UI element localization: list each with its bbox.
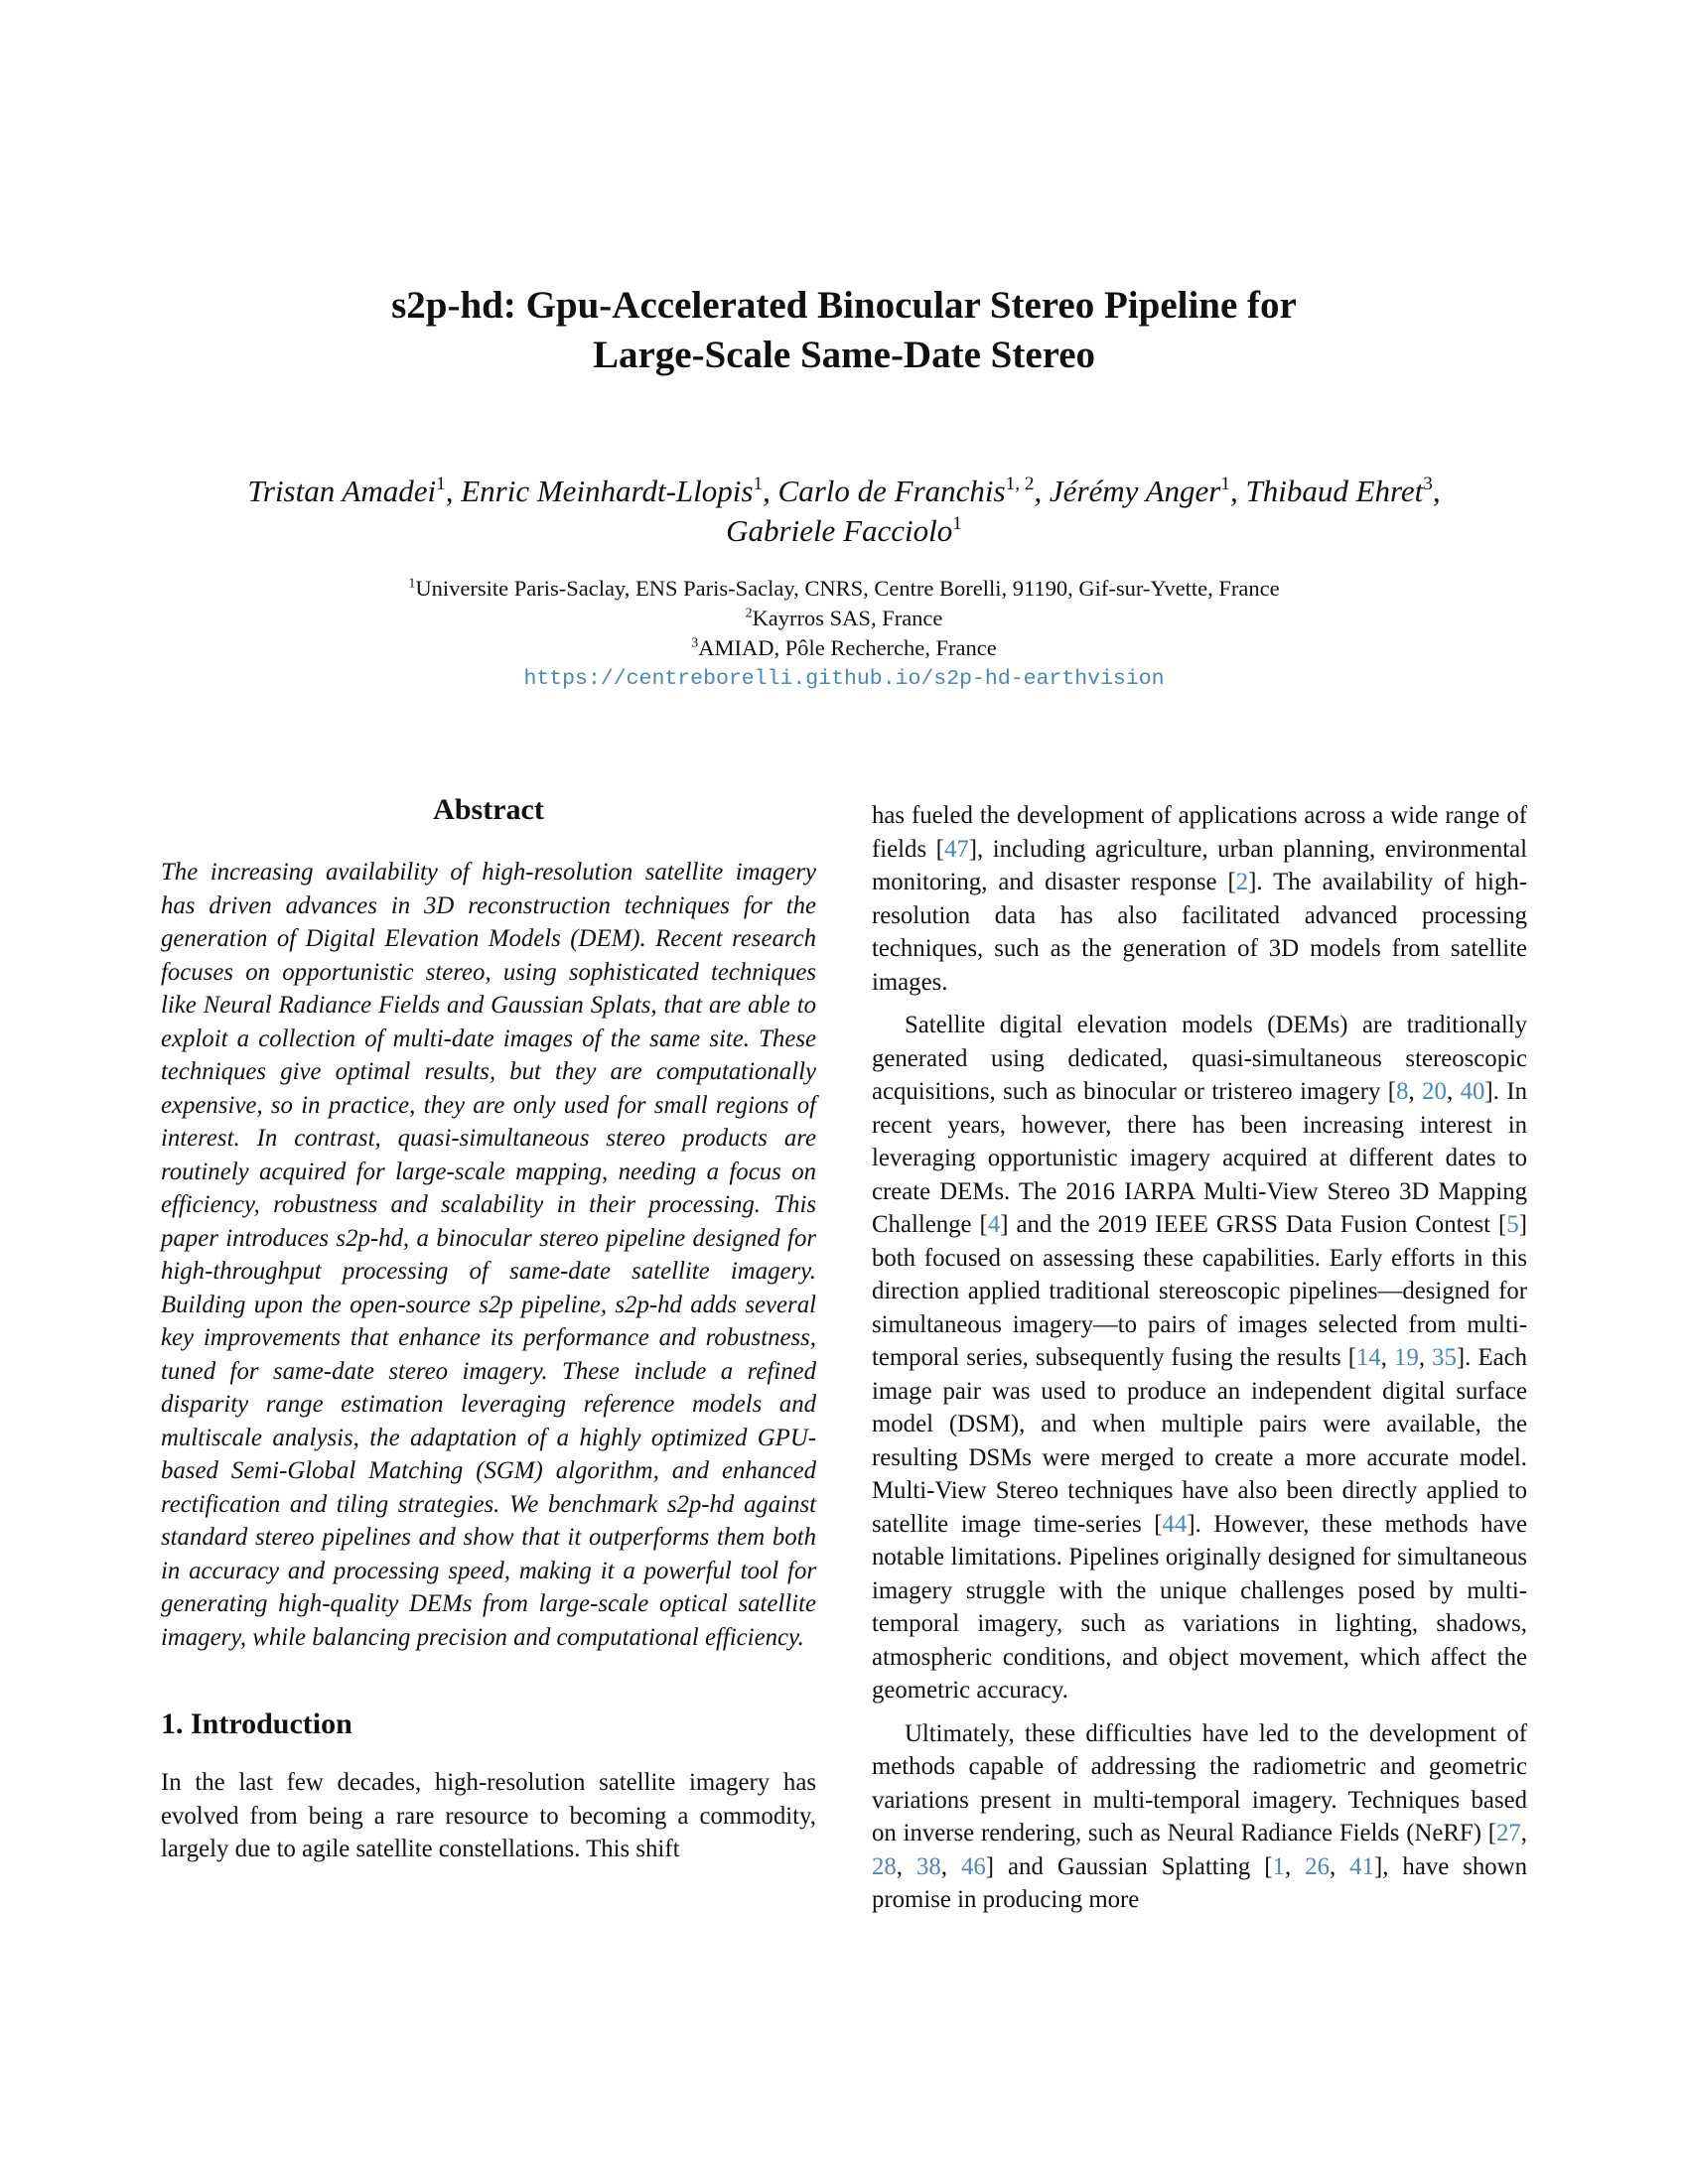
- author-name: Thibaud Ehret: [1245, 474, 1424, 508]
- abstract-text: The increasing availability of high-resolution satellite imagery has driven advances in 3D reconstruction techniques for the generation of Digital Elevation Models (DEM). Recent research focuses on opportunistic stereo, using sophisticated techniques like Neural Radiance Fields and Gaussian Splats, that are able to exploit a collection of multi-date images of the same site. These techniques give optimal results, but they are computationally expensive, so in practice, they are only used for small regions of interest. In contrast, quasi-simultaneous stereo products are routinely acquired for large-scale mapping, needing a focus on efficiency, robustness and scalability in their processing. This paper introduces s2p-hd, a binocular stereo pipeline designed for high-throughput processing of same-date satellite imagery. Building upon the open-source s2p pipeline, s2p-hd adds several key improvements that enhance its performance and robustness, tuned for same-date stereo imagery. These include a refined disparity range estimation leveraging reference models and multiscale analysis, the adaptation of a highly optimized GPU-based Semi-Global Matching (SGM) algorithm, and enhanced rectification and tiling strategies. We benchmark s2p-hd against standard stereo pipelines and show that it outperforms them both in accuracy and processing speed, making it a powerful tool for generating high-quality DEMs from large-scale optical satellite imagery, while balancing precision and computational efficiency.: [161, 859, 816, 1651]
- citation-link[interactable]: 40: [1460, 1078, 1485, 1105]
- citation-separator: ,: [1418, 1344, 1433, 1371]
- affiliation-text: AMIAD, Pôle Recherche, France: [698, 635, 997, 660]
- citation-link[interactable]: 35: [1432, 1344, 1457, 1371]
- affiliation-mark: 2: [745, 606, 753, 621]
- citation-link[interactable]: 38: [916, 1852, 941, 1880]
- body-text: ]. Each image pair was used to produce an independent digital surface model (DSM), and when multiple pairs were available, the resulting DSMs were merged to create a more accurate model. Multi-View Stereo techniques have also been directly applied to satellite image time-series [: [872, 1344, 1528, 1538]
- title-line-1: s2p-hd: Gpu-Accelerated Binocular Stereo Pipeline for: [391, 284, 1297, 327]
- body-paragraph-3: [872, 1717, 1527, 1917]
- affiliation-text: Universite Paris-Saclay, ENS Paris-Saclay, CNRS, Centre Borelli, 91190, Gif-sur-Yvette, France: [415, 576, 1280, 601]
- citation-link[interactable]: 46: [961, 1852, 986, 1880]
- affiliation-item: [0, 574, 1688, 604]
- body-text: ]. In recent years, however, there has been increasing interest in leveraging opportunistic imagery acquired at different dates to create DEMs. The 2016 IARPA Multi-View Stereo 3D Mapping Challenge [: [872, 1078, 1527, 1238]
- citation-separator: ,: [1446, 1078, 1461, 1105]
- citation-separator: ,: [1380, 1344, 1395, 1371]
- author-affiliation-mark: 1: [753, 474, 764, 495]
- citation-link[interactable]: 5: [1506, 1211, 1519, 1238]
- affiliation-mark: 3: [691, 635, 699, 651]
- abstract-heading: Abstract: [433, 793, 544, 826]
- author-name: Enric Meinhardt-Llopis: [461, 474, 754, 508]
- body-text: ], have shown promise in producing more: [872, 1852, 1527, 1913]
- body-text: ] and Gaussian Splatting [: [985, 1852, 1273, 1880]
- citation-separator: ,: [1520, 1820, 1527, 1846]
- affiliation-text: Kayrros SAS, France: [752, 606, 943, 630]
- citation-link[interactable]: 41: [1349, 1852, 1374, 1880]
- citation-link[interactable]: 14: [1355, 1344, 1381, 1371]
- author-name: Gabriele Facciolo: [726, 513, 953, 548]
- author-affiliation-mark: 1: [1220, 474, 1230, 495]
- citation-link[interactable]: 1: [1272, 1852, 1285, 1880]
- body-paragraph-1: [872, 799, 1527, 999]
- project-url-link[interactable]: https://centreborelli.github.io/s2p-hd-earthvision: [523, 667, 1165, 691]
- author-line-1: Tristan Amadei$^1$, Enric Meinhardt-Llopis$^1$, Carlo de Franchis$^{1, 2}$, Jérémy Anger$^1$, Thibaud Ehret$^3$,: [247, 474, 1441, 508]
- affiliation-item: [0, 633, 1688, 663]
- introduction-paragraph: In the last few decades, high-resolution satellite imagery has evolved from being a rare resource to becoming a commodity, largely due to agile satellite constellations. This shift: [161, 1769, 816, 1862]
- citation-separator: ,: [940, 1852, 961, 1880]
- body-text: ]. The availability of high-resolution data has also facilitated advanced processing techniques, such as the generation of 3D models from satellite images.: [872, 869, 1527, 996]
- citation-link[interactable]: 4: [987, 1211, 1001, 1238]
- author-affiliation-mark: 1, 2: [1005, 474, 1035, 495]
- citation-link[interactable]: 8: [1396, 1078, 1409, 1105]
- body-text: ] both focused on assessing these capabilities. Early efforts in this direction applied traditional stereoscopic pipelines—designed for simultaneous imagery—to pairs of images selected from multi-temporal series, subsequently fusing the results [: [872, 1211, 1527, 1371]
- citation-link[interactable]: 19: [1394, 1344, 1419, 1371]
- affiliation-item: [0, 604, 1688, 633]
- citation-link[interactable]: 47: [943, 835, 969, 863]
- body-text: Ultimately, these difficulties have led to the development of methods capable of addressing the radiometric and geometric variations present in multi-temporal imagery. Techniques based on inverse rendering, such as Neural Radiance Fields (NeRF) [: [872, 1719, 1527, 1846]
- body-text: ]. However, these methods have notable limitations. Pipelines originally designed for simultaneous imagery struggle with the unique challenges posed by multi-temporal imagery, such as variations in lighting, shadows, atmospheric conditions, and object movement, which affect the geometric accuracy.: [872, 1510, 1527, 1704]
- body-text: has fueled the development of applications across a wide range of fields [: [872, 802, 1527, 863]
- citation-separator: ,: [1284, 1852, 1306, 1880]
- author-affiliation-mark: 3: [1423, 474, 1433, 495]
- citation-link[interactable]: 44: [1162, 1510, 1188, 1538]
- author-name: Carlo de Franchis: [777, 474, 1006, 508]
- body-text: Satellite digital elevation models (DEMs) are traditionally generated using dedicated, quasi-simultaneous stereoscopic acquisitions, such as binocular or tristereo imagery [: [872, 1012, 1527, 1105]
- citation-link[interactable]: 20: [1422, 1078, 1447, 1105]
- right-column: [872, 799, 1527, 1927]
- citation-separator: ,: [1329, 1852, 1350, 1880]
- author-affiliation-mark: 1: [436, 474, 446, 495]
- author-name: Jérémy Anger: [1049, 474, 1221, 508]
- introduction-heading: 1. Introduction: [161, 1707, 352, 1740]
- paper-title: [0, 281, 1688, 380]
- citation-separator: ,: [1408, 1078, 1423, 1105]
- title-line-2: Large-Scale Same-Date Stereo: [592, 334, 1096, 376]
- author-affiliation-mark: 1: [952, 513, 962, 535]
- affiliation-mark: 1: [408, 576, 416, 592]
- citation-link[interactable]: 27: [1496, 1820, 1521, 1846]
- body-text: ], including agriculture, urban planning, environmental monitoring, and disaster response [: [872, 835, 1527, 895]
- affiliation-list: [0, 574, 1688, 695]
- author-line-2: [0, 511, 1688, 551]
- author-list: [0, 472, 1688, 551]
- citation-link[interactable]: 26: [1305, 1852, 1330, 1880]
- citation-link[interactable]: 2: [1235, 869, 1249, 895]
- body-paragraph-2: [872, 1009, 1527, 1707]
- citation-link[interactable]: 28: [872, 1852, 897, 1880]
- left-column: [161, 792, 816, 1876]
- body-text: ] and the 2019 IEEE GRSS Data Fusion Contest [: [1000, 1211, 1507, 1238]
- author-name: Tristan Amadei: [247, 474, 437, 508]
- citation-separator: ,: [896, 1852, 916, 1880]
